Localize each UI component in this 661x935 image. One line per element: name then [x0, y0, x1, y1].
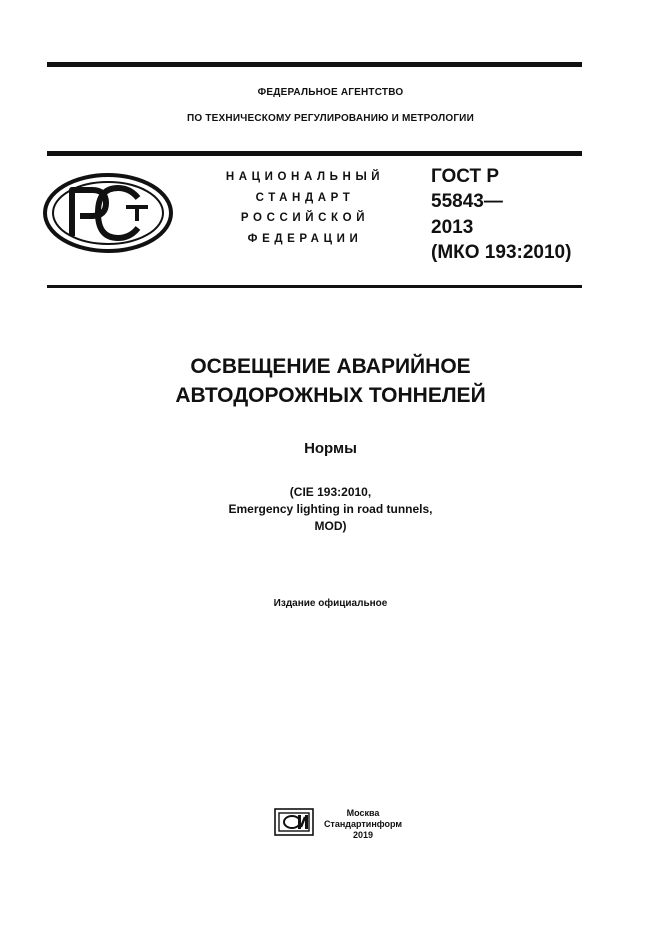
gost-line-4: (МКО 193:2010): [431, 242, 572, 263]
gost-line-3: 2013: [431, 217, 474, 238]
document-title-line-2: АВТОДОРОЖНЫХ ТОННЕЛЕЙ: [175, 384, 486, 407]
publisher-year: 2019: [352, 830, 374, 840]
top-rule: [47, 62, 582, 67]
agency-line-1: ФЕДЕРАЛЬНОЕ АГЕНТСТВО: [257, 87, 404, 98]
standard-rule: [47, 285, 582, 288]
header-rule: [47, 151, 582, 156]
reference-line-2: Emergency lighting in road tunnels,: [228, 502, 433, 516]
document-title-line-1: ОСВЕЩЕНИЕ АВАРИЙНОЕ: [190, 355, 471, 378]
national-line-2: СТАНДАРТ: [255, 192, 355, 204]
national-line-1: НАЦИОНАЛЬНЫЙ: [225, 171, 385, 183]
edition-label: Издание официальное: [273, 598, 388, 609]
reference-line-1: (CIE 193:2010,: [289, 485, 372, 499]
national-line-3: РОССИЙСКОЙ: [240, 212, 370, 224]
gost-line-2: 55843—: [431, 191, 503, 212]
reference-line-3: MOD): [314, 519, 347, 533]
publisher-name: Стандартинформ: [323, 819, 403, 829]
gost-line-1: ГОСТ Р: [431, 166, 500, 187]
standartinform-logo-icon: [274, 808, 314, 836]
rst-logo-icon: [42, 172, 174, 254]
agency-line-2: ПО ТЕХНИЧЕСКОМУ РЕГУЛИРОВАНИЮ И МЕТРОЛОГИИ: [187, 113, 474, 124]
publisher-city: Москва: [346, 808, 380, 818]
national-line-4: ФЕДЕРАЦИИ: [247, 233, 363, 245]
document-subtitle: Нормы: [304, 440, 357, 457]
